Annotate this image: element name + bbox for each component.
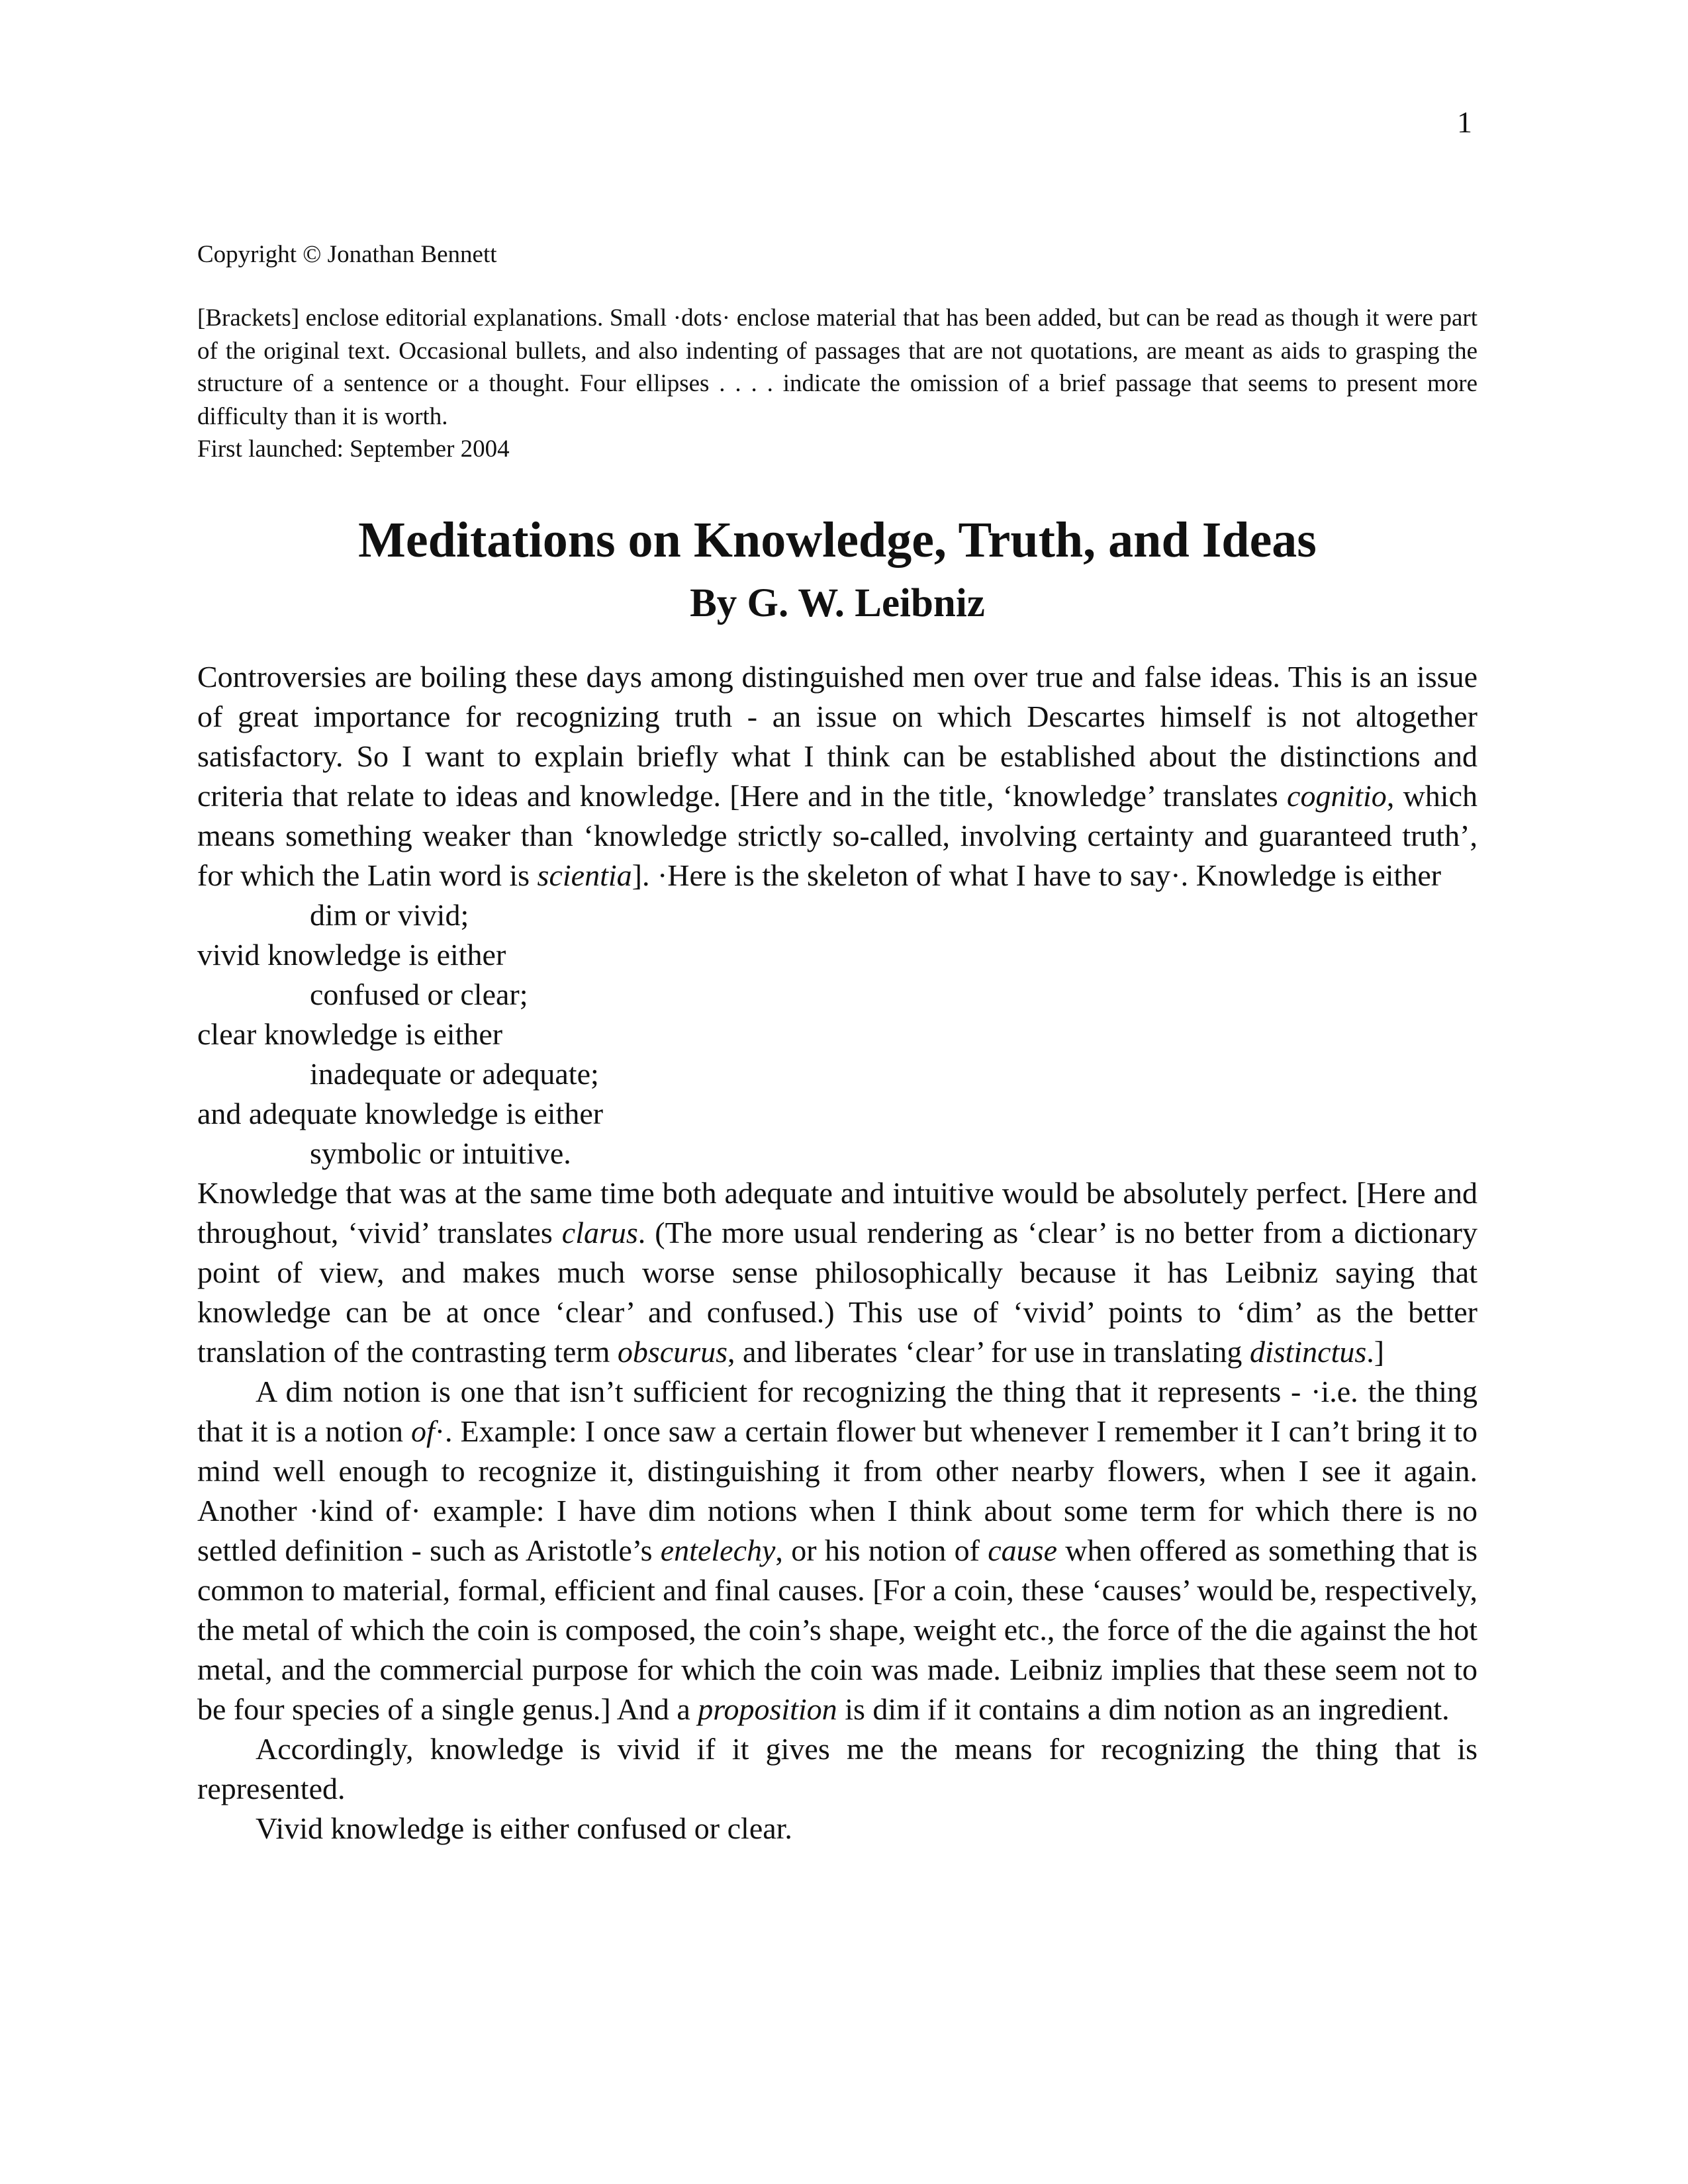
dim-notion-paragraph [197, 1372, 1477, 1729]
term-entelechy: entelechy [660, 1533, 776, 1567]
dim-text-3: , or his notion of [775, 1533, 988, 1567]
intro-paragraph [197, 657, 1477, 895]
term-distinctus: distinctus [1249, 1335, 1367, 1369]
term-scientia: scientia [537, 858, 632, 892]
launch-date: First launched: September 2004 [197, 435, 510, 463]
skeleton-line: dim or vivid; [310, 898, 469, 932]
dim-text-4: when offered as something that is common to material, formal, efficient and final causes. [For a coin, these ‘causes’ would be, respectively, the metal of which the coin is composed, the coin’s shape, weight etc., the force of the die against the hot metal, and the commercial purpose for which the coin was made. Leibniz implies that these seem not to be four species of a single genus.] And a [197, 1533, 1477, 1726]
page-number: 1 [1457, 105, 1472, 139]
editorial-note: [Brackets] enclose editorial explanations. Small ·dots· enclose material that has been added, but can be read as though it were part of the original text. Occasional bullets, and also indenting of passages that are not quotations, are meant as aids to grasping the structure of a sentence or a thought. Four ellipses . . . . indicate the omission of a brief passage that seems to present more difficulty than it is worth. [197, 304, 1477, 430]
intro-text-2: , which means something weaker than ‘knowledge strictly so-called, involving certainty and guaranteed truth’, for which the Latin word is [197, 779, 1477, 892]
perfect-text-3: , and liberates ‘clear’ for use in translating [727, 1335, 1250, 1369]
skeleton-line: clear knowledge is either [197, 1017, 503, 1051]
body-text [197, 657, 1477, 1848]
skeleton-line: inadequate or adequate; [310, 1057, 599, 1091]
skeleton-line: symbolic or intuitive. [310, 1136, 571, 1170]
document-author: By G. W. Leibniz [690, 581, 985, 625]
perfect-knowledge-paragraph [197, 1173, 1477, 1372]
perfect-text-4: .] [1366, 1335, 1385, 1369]
term-obscurus: obscurus [617, 1335, 728, 1369]
dim-text-1: A dim notion is one that isn’t sufficient for recognizing the thing that it represents - ·i.e. the thing that it is a notion [197, 1375, 1477, 1448]
skeleton-line: and adequate knowledge is either [197, 1097, 604, 1130]
intro-text-3: ]. ·Here is the skeleton of what I have to say·. Knowledge is either [632, 858, 1442, 892]
copyright-notice: Copyright © Jonathan Bennett [197, 241, 497, 268]
perfect-text-1: Knowledge that was at the same time both adequate and intuitive would be absolutely perfect. [Here and throughout, ‘vivid’ translates [197, 1176, 1477, 1250]
skeleton-line: confused or clear; [310, 978, 528, 1011]
vivid-knowledge-paragraph: Accordingly, knowledge is vivid if it gives me the means for recognizing the thing that is represented. [197, 1732, 1477, 1805]
term-of: of [410, 1414, 435, 1448]
perfect-text-2: . (The more usual rendering as ‘clear’ is no better from a dictionary point of view, and makes much worse sense philosophically because it has Leibniz saying that knowledge can be at once ‘clear’ and confused.) This use of ‘vivid’ points to ‘dim’ as the better translation of the contrasting term [197, 1216, 1477, 1369]
term-cognitio: cognitio [1287, 779, 1387, 813]
dim-text-2: ·. Example: I once saw a certain flower but whenever I remember it I can’t bring it to mind well enough to recognize it, distinguishing it from other nearby flowers, when I see it again. Another ·kind of· example: I have dim notions when I think about some term for which there is no settled definition - such as Aristotle’s [197, 1414, 1478, 1567]
term-clarus: clarus [561, 1216, 638, 1250]
confused-or-clear-paragraph: Vivid knowledge is either confused or clear. [256, 1811, 792, 1845]
skeleton-line: vivid knowledge is either [197, 938, 506, 972]
title-block [197, 510, 1477, 630]
term-proposition: proposition [698, 1692, 837, 1726]
intro-text-1: Controversies are boiling these days among distinguished men over true and false ideas. This is an issue of great importance for recognizing truth - an issue on which Descartes himself is not altogether satisfactory. So I want to explain briefly what I think can be established about the distinctions and criteria that relate to ideas and knowledge. [Here and in the title, ‘knowledge’ translates [197, 660, 1477, 813]
document-title: Meditations on Knowledge, Truth, and Ideas [358, 512, 1317, 568]
dim-text-5: is dim if it contains a dim notion as an ingredient. [837, 1692, 1450, 1726]
term-cause: cause [988, 1533, 1058, 1567]
